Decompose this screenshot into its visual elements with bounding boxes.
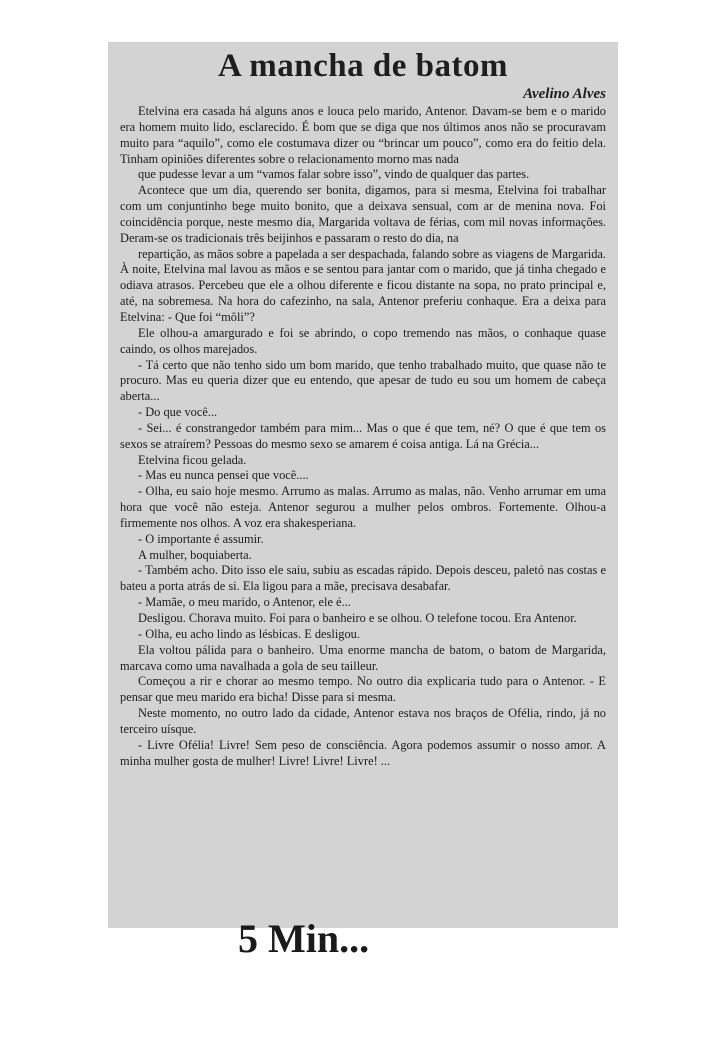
- paragraph-14: - Também acho. Dito isso ele saiu, subiu as escadas rápido. Depois desceu, paletó nas costas e bateu a porta atrás de si. Ela ligou para a mãe, precisava desabafar.: [120, 563, 606, 594]
- paragraph-5: Ele olhou-a amargurado e foi se abrindo, o copo tremendo nas mãos, o conhaque quase caindo, os olhos marejados.: [120, 325, 606, 356]
- paragraph-21: - Livre Ofélia! Livre! Sem peso de consciência. Agora podemos assumir o nosso amor. A minha mulher gosta de mulher! Livre! Livre! Livre! ...: [120, 737, 606, 768]
- paragraph-6: - Tá certo que não tenho sido um bom marido, que tenho trabalhado muito, que quase não te procuro. Mas eu queria dizer que eu entendo, que apesar de tudo eu sou um homem de cabeça aberta...: [120, 357, 606, 404]
- paragraph-3: Acontece que um dia, querendo ser bonita, digamos, para si mesma, Etelvina foi trabalhar com um conjuntinho bege muito bonito, que a deixava sensual, com ar de menina nova. Foi coincidência porque, neste mesmo dia, Margarida voltava de férias, com mil novas informações. Deram-se os tradicionais três beijinhos e passaram o resto do dia, na: [120, 183, 606, 245]
- paragraph-12: - O importante é assumir.: [138, 531, 264, 546]
- article-body: [120, 104, 606, 769]
- paragraph-18: Ela voltou pálida para o banheiro. Uma enorme mancha de batom, o batom de Margarida, marcava como uma navalhada a gola de seu tailleur.: [120, 642, 606, 673]
- paragraph-17: - Olha, eu acho lindo as lésbicas. E desligou.: [138, 626, 360, 641]
- paragraph-13: A mulher, boquiaberta.: [138, 547, 252, 562]
- article-title: A mancha de batom: [218, 48, 508, 84]
- paragraph-9: Etelvina ficou gelada.: [138, 452, 247, 467]
- next-article-title: 5 Min...: [238, 916, 370, 961]
- paragraph-19: Começou a rir e chorar ao mesmo tempo. No outro dia explicaria tudo para o Antenor. - E pensar que meu marido era bicha! Disse para si mesma.: [120, 674, 606, 705]
- paragraph-16: Desligou. Chorava muito. Foi para o banheiro e se olhou. O telefone tocou. Era Antenor.: [138, 611, 577, 625]
- paragraph-20: Neste momento, no outro lado da cidade, Antenor estava nos braços de Ofélia, rindo, já no terceiro uísque.: [120, 706, 606, 736]
- paragraph-10: - Mas eu nunca pensei que você....: [138, 468, 309, 483]
- paragraph-1: Etelvina era casada há alguns anos e louca pelo marido, Antenor. Davam-se bem e o marido era homem muito lido, esclarecido. É bom que se diga que nos últimos anos não se procuravam muito para “aquilo”, como ele costumava dizer ou “brincar um pouco”, como era do feitio dela. Tinham opiniões diferentes sobre o relacionamento morno mas nada: [120, 104, 606, 166]
- article-author: Avelino Alves: [523, 86, 606, 102]
- paragraph-8: - Sei... é constrangedor também para mim... Mas o que é que tem, né? O que é que tem os sexos se atraírem? Pessoas do mesmo sexo se amarem é coisa antiga. Lá na Grécia...: [120, 420, 606, 451]
- paragraph-2: que pudesse levar a um “vamos falar sobre isso”, vindo de qualquer das partes.: [138, 167, 530, 182]
- paragraph-11: - Olha, eu saio hoje mesmo. Arrumo as malas. Arrumo as malas, não. Venho arrumar em uma hora que você não esteja. Antenor segurou a mulher pelos ombros. Fortemente. Olhou-a firmemente nos olhos. A voz era shakesperiana.: [120, 484, 606, 530]
- paragraph-15: - Mamãe, o meu marido, o Antenor, ele é...: [138, 595, 351, 610]
- newspaper-clipping: [108, 42, 618, 961]
- paragraph-7: - Do que você...: [138, 405, 218, 420]
- paragraph-4: repartição, as mãos sobre a papelada a ser despachada, falando sobre as viagens de Margarida. À noite, Etelvina mal lavou as mãos e se sentou para jantar com o marido, que já tinha chegado e odiava atrasos. Percebeu que ele a olhou diferente e ficou distante na sopa, no prato principal e, até, na sobremesa. Na hora do cafezinho, na sala, Antenor preferiu conhaque. Era a deixa para Etelvina: - Que foi “môli”?: [120, 246, 606, 324]
